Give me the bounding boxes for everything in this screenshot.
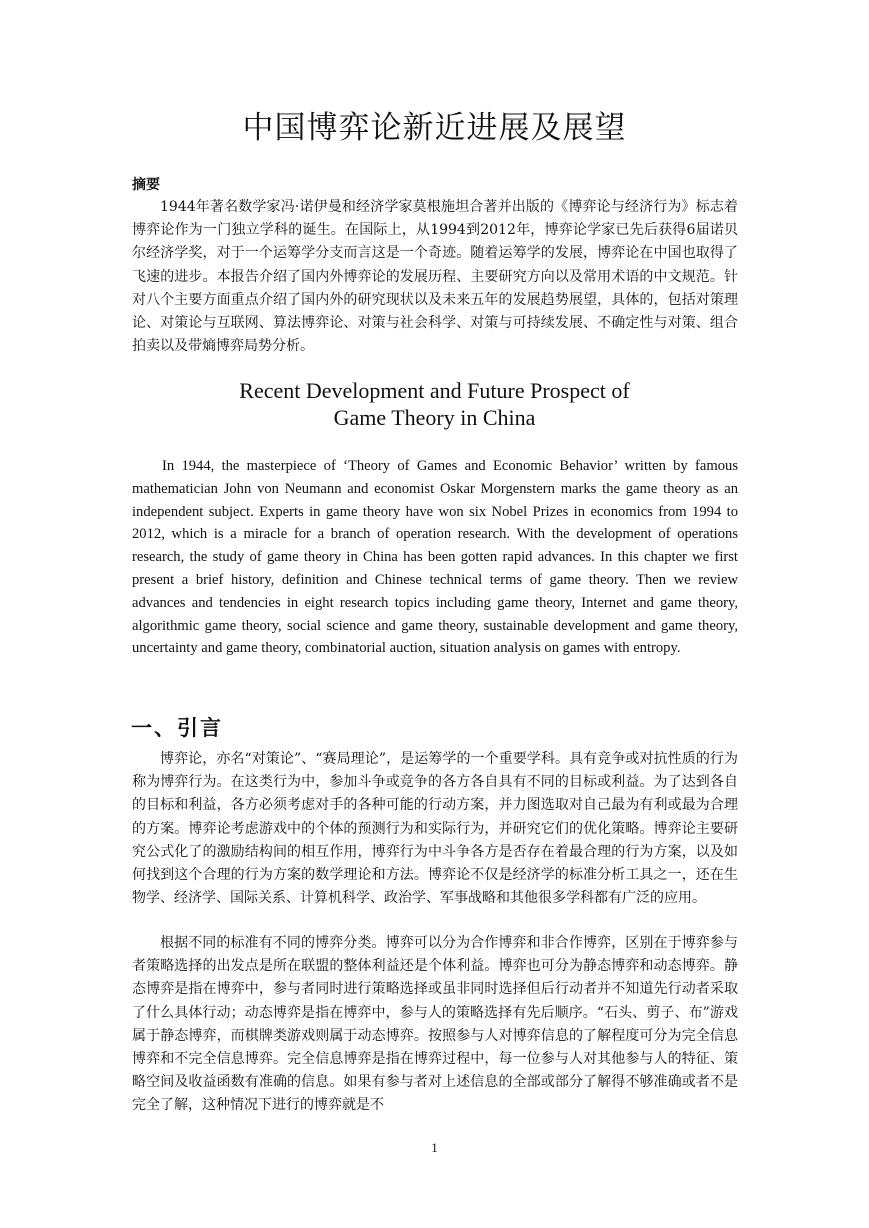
english-title bbox=[0, 377, 869, 431]
english-abstract: In 1944, the masterpiece of ‘Theory of Games and Economic Behavior’ written by famous mathematician John von Neumann and economist Oskar Morgenstern marks the game theory as an independent subject. Experts in game theory have won six Nobel Prizes in economics from 1994 to 2012, which is a miracle for a branch of operation research. With the development of operations research, the study of game theory in China has been gotten rapid advances. In this chapter we first present a brief history, definition and Chinese technical terms of game theory. Then we review advances and tendencies in eight research topics including game theory, Internet and game theory, algorithmic game theory, social science and game theory, sustainable development and game theory, uncertainty and game theory, combinatorial auction, situation analysis on games with entropy. bbox=[132, 458, 738, 657]
english-title-line1: Recent Development and Future Prospect of bbox=[239, 378, 630, 403]
abstract-heading: 摘要 bbox=[132, 177, 160, 193]
document-title: 中国博弈论新近进展及展望 bbox=[242, 110, 627, 146]
english-title-line2: Game Theory in China bbox=[333, 405, 536, 430]
chinese-abstract: 1944年著名数学家冯·诺伊曼和经济学家莫根施坦合著并出版的《博弈论与经济行为》标志着博弈论作为一门独立学科的诞生。在国际上，从1994到2012年，博弈论学家已先后获得6届诺贝尔经济学奖，对于一个运筹学分支而言这是一个奇迹。随着运筹学的发展，博弈论在中国也取得了飞速的进步。本报告介绍了国内外博弈论的发展历程、主要研究方向以及常用术语的中文规范。针对八个主要方面重点介绍了国内外的研究现状以及未来五年的发展趋势展望，具体的，包括对策理论、对策论与互联网、算法博弈论、对策与社会科学、对策与可持续发展、不确定性与对策、组合拍卖以及带熵博弈局势分析。 bbox=[132, 199, 738, 355]
page-number: 1 bbox=[431, 1140, 438, 1155]
introduction-paragraph-1: 博弈论，亦名“对策论”、“赛局理论”，是运筹学的一个重要学科。具有竞争或对抗性质的行为称为博弈行为。在这类行为中，参加斗争或竞争的各方各自具有不同的目标或利益。为了达到各自的目标和利益，各方必须考虑对手的各种可能的行动方案，并力图选取对自己最为有利或最为合理的方案。博弈论考虑游戏中的个体的预测行为和实际行为，并研究它们的优化策略。博弈论主要研究公式化了的激励结构间的相互作用，博弈行为中斗争各方是否存在着最合理的行为方案，以及如何找到这个合理的行为方案的数学理论和方法。博弈论不仅是经济学的标准分析工具之一，还在生物学、经济学、国际关系、计算机科学、政治学、军事战略和其他很多学科都有广泛的应用。 bbox=[132, 751, 738, 907]
introduction-paragraph-2: 根据不同的标准有不同的博弈分类。博弈可以分为合作博弈和非合作博弈，区别在于博弈参与者策略选择的出发点是所在联盟的整体利益还是个体利益。博弈也可分为静态博弈和动态博弈。静态博弈是指在博弈中，参与者同时进行策略选择或虽非同时选择但后行动者并不知道先行动者采取了什么具体行动；动态博弈是指在博弈中，参与人的策略选择有先后顺序。“石头、剪子、布”游戏属于静态博弈，而棋牌类游戏则属于动态博弈。按照参与人对博弈信息的了解程度可分为完全信息博弈和不完全信息博弈。完全信息博弈是指在博弈过程中，每一位参与人对其他参与人的特征、策略空间及收益函数有准确的信息。如果有参与者对上述信息的全部或部分了解得不够准确或者不是完全了解，这种情况下进行的博弈就是不 bbox=[132, 935, 738, 1114]
section-heading-introduction: 一、引言 bbox=[131, 716, 223, 740]
